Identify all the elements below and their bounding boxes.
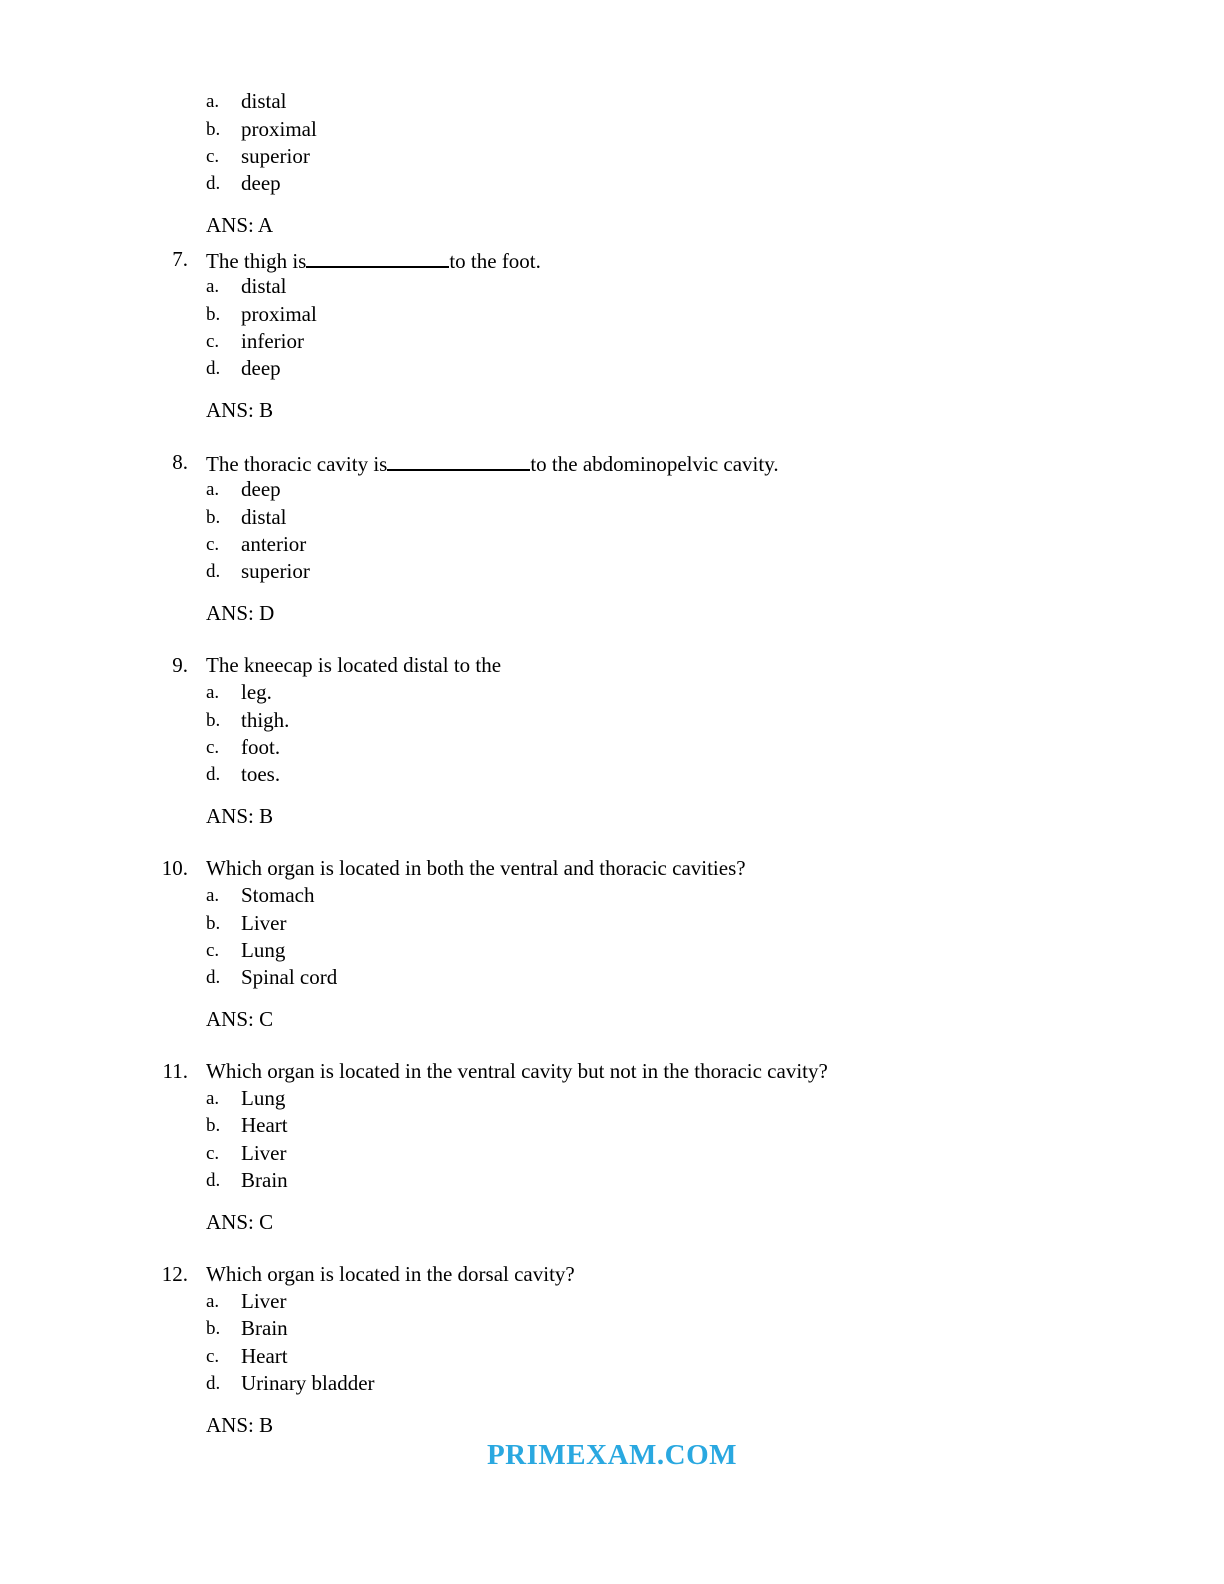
answer-value: B <box>259 398 274 422</box>
option-letter: b. <box>206 1115 221 1136</box>
option-letter: b. <box>206 507 221 528</box>
option-letter: b. <box>206 1318 221 1339</box>
option-letter: d. <box>206 1170 221 1191</box>
answer <box>206 600 274 627</box>
option-text: Heart <box>241 1113 288 1137</box>
answer-label: ANS: <box>206 1007 254 1031</box>
option-text: Urinary bladder <box>241 1371 375 1395</box>
option-letter: c. <box>206 331 220 352</box>
option-letter: c. <box>206 737 220 758</box>
answer-value: B <box>259 804 274 828</box>
option-text: anterior <box>241 532 307 556</box>
answer-blank <box>387 449 530 471</box>
question-stem: Which organ is located in both the ventral and thoracic cavities? <box>206 856 746 880</box>
option-text: toes. <box>241 762 281 786</box>
stem-after: to the abdominopelvic cavity. <box>530 452 779 476</box>
option-letter: d. <box>206 967 221 988</box>
option-letter: c. <box>206 1346 220 1367</box>
answer <box>206 1209 273 1236</box>
question-stem: The kneecap is located distal to the <box>206 653 502 677</box>
option-text: distal <box>241 89 287 113</box>
question-stem: Which organ is located in the dorsal cavity? <box>206 1262 575 1286</box>
option-text: Stomach <box>241 883 315 907</box>
option-letter: c. <box>206 1143 220 1164</box>
option-letter: d. <box>206 1373 221 1394</box>
option-letter: b. <box>206 119 221 140</box>
option-letter: a. <box>206 479 220 500</box>
option-text: Spinal cord <box>241 965 338 989</box>
answer <box>206 803 273 830</box>
question-number: 7. <box>172 247 188 271</box>
option-letter: b. <box>206 304 221 325</box>
stem-before: The thoracic cavity is <box>206 452 388 476</box>
answer: ANS: A <box>206 213 274 237</box>
option-text: leg. <box>241 680 272 704</box>
option-letter: a. <box>206 1088 220 1109</box>
question-number: 11. <box>162 1059 188 1083</box>
option-letter: d. <box>206 358 221 379</box>
option-text: Liver <box>241 1289 287 1313</box>
option-letter: a. <box>206 682 220 703</box>
option-letter: c. <box>206 940 220 961</box>
answer-label: ANS: <box>206 398 254 422</box>
option-letter: b. <box>206 913 221 934</box>
option-text: distal <box>241 274 287 298</box>
option-text: Lung <box>241 938 286 962</box>
answer-value: B <box>259 1413 274 1437</box>
option-letter: a. <box>206 885 220 906</box>
question-number: 8. <box>172 450 188 474</box>
option-text: deep <box>241 477 281 501</box>
option-text: Brain <box>241 1316 288 1340</box>
option-text: distal <box>241 505 287 529</box>
stem-after: to the foot. <box>449 249 541 273</box>
option-text: Liver <box>241 911 287 935</box>
option-text: superior <box>241 144 310 168</box>
option-letter: c. <box>206 146 220 167</box>
answer-value: C <box>259 1210 274 1234</box>
option-text: thigh. <box>241 708 290 732</box>
option-text: deep <box>241 356 281 380</box>
answer <box>206 1006 273 1033</box>
question-stem <box>206 246 541 275</box>
question-stem: Which organ is located in the ventral cavity but not in the thoracic cavity? <box>206 1059 828 1083</box>
option-letter: a. <box>206 276 220 297</box>
question-number: 10. <box>161 856 188 880</box>
question-number: 9. <box>172 653 188 677</box>
answer-value: C <box>259 1007 274 1031</box>
option-letter: a. <box>206 91 220 112</box>
answer-label: ANS: <box>206 601 254 625</box>
option-text: proximal <box>241 117 317 141</box>
option-text: Heart <box>241 1344 288 1368</box>
option-text: foot. <box>241 735 281 759</box>
option-text: inferior <box>241 329 304 353</box>
option-text: proximal <box>241 302 317 326</box>
stem-before: The thigh is <box>206 249 307 273</box>
question-stem <box>206 449 779 478</box>
option-text: Liver <box>241 1141 287 1165</box>
option-text: superior <box>241 559 310 583</box>
option-text: Lung <box>241 1086 286 1110</box>
question-number: 12. <box>161 1262 188 1286</box>
option-letter: a. <box>206 1291 220 1312</box>
option-text: deep <box>241 171 281 195</box>
footer-watermark: PRIMEXAM.COM <box>486 1439 738 1471</box>
answer-value: D <box>259 601 275 625</box>
answer-label: ANS: <box>206 1413 254 1437</box>
answer-label: ANS: <box>206 804 254 828</box>
option-text: Brain <box>241 1168 288 1192</box>
answer <box>206 1412 273 1439</box>
answer-blank <box>306 246 449 268</box>
option-letter: d. <box>206 764 221 785</box>
option-letter: c. <box>206 534 220 555</box>
answer <box>206 397 273 424</box>
answer-label: ANS: <box>206 1210 254 1234</box>
option-letter: d. <box>206 173 221 194</box>
option-letter: d. <box>206 561 221 582</box>
option-letter: b. <box>206 710 221 731</box>
